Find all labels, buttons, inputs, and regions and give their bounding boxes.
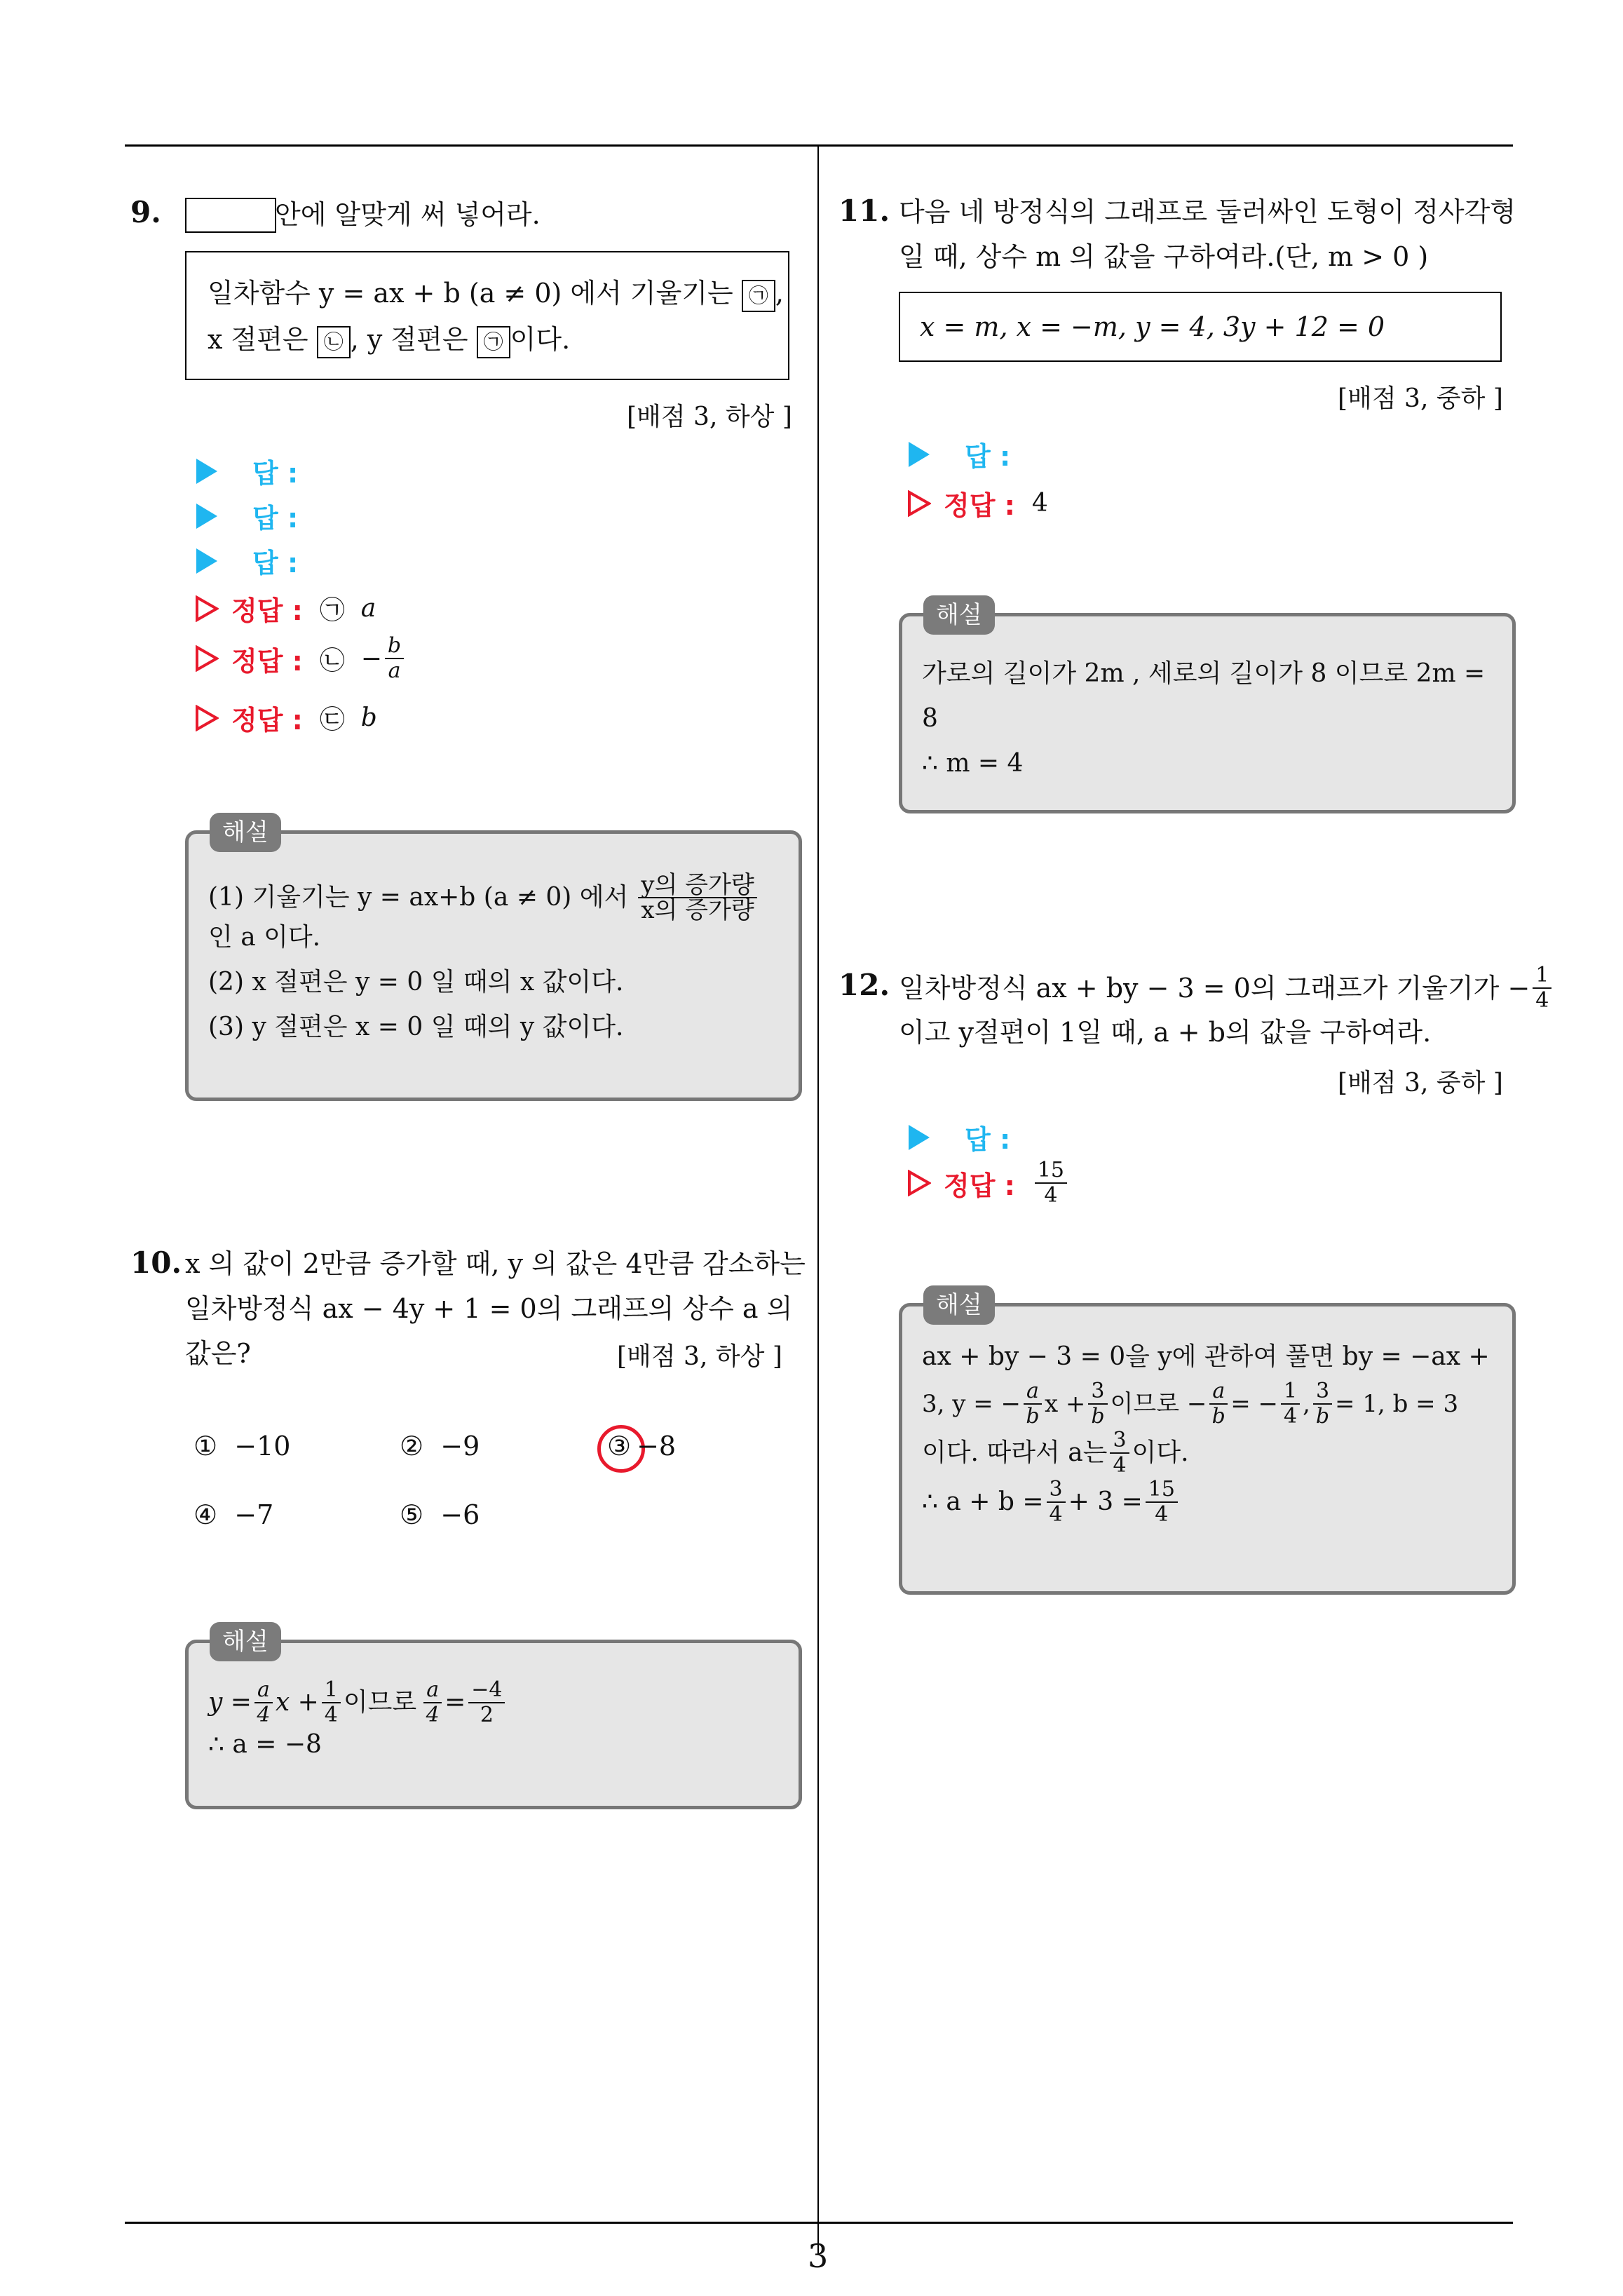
q11-equations: x = m, x = −m, y = 4, 3y + 12 = 0 bbox=[920, 311, 1385, 342]
q10-line3: 값은? bbox=[185, 1338, 251, 1369]
q9-answer-row-1[interactable] bbox=[196, 452, 298, 490]
q9-number: 9. bbox=[130, 195, 161, 229]
q10-expl-frac3: $\frac{a}{4}$ bbox=[423, 1678, 442, 1727]
q9-box-line2-b: , y 절편은 bbox=[350, 324, 468, 355]
q9-score: [배점 3, 하상 ] bbox=[627, 403, 792, 431]
q10-explanation-box bbox=[185, 1628, 802, 1809]
q9-correct-3-mark: ㉢ bbox=[319, 705, 345, 734]
explanation-tag: 해설 bbox=[210, 813, 281, 852]
q9-blank-box bbox=[185, 198, 276, 233]
q11-line1: 다음 네 방정식의 그래프로 둘러싸인 도형이 정사각형 bbox=[899, 196, 1516, 227]
q12-expl-line4: ∴ a + b = $\frac{3}{4}$ + 3 = $\frac{15}{4}$ bbox=[922, 1478, 1508, 1527]
q9-correct-1 bbox=[195, 589, 376, 628]
q9-expl-fraction: $\frac{\text{y의 증가량}}{\text{x의 증가량}}$ bbox=[638, 873, 756, 922]
q11-number: 11. bbox=[838, 194, 890, 228]
q11-correct-value: 4 bbox=[1031, 489, 1048, 518]
q12-correct-fraction: $\frac{15}{4}$ bbox=[1035, 1159, 1067, 1208]
correct-arrow-icon bbox=[195, 595, 219, 622]
q9-expl-line4: (3) y 절편은 x = 0 일 때의 y 값이다. bbox=[208, 1013, 624, 1041]
q10-number: 10. bbox=[130, 1245, 182, 1280]
q11-expl-line3: ∴ m = 4 bbox=[922, 749, 1024, 778]
q10-line1: x 의 값이 2만큼 증가할 때, y 의 값은 4만큼 감소하는 bbox=[185, 1248, 806, 1279]
q10-expl-line2: ∴ a = −8 bbox=[208, 1730, 322, 1759]
q11-line2: 일 때, 상수 m 의 값을 구하여라.(단, m > 0 ) bbox=[899, 241, 1429, 272]
q9-box-line1-text: 일차함수 y = ax + b (a ≠ 0) 에서 기울기는 bbox=[208, 278, 733, 309]
correct-arrow-icon bbox=[907, 490, 931, 517]
q9-box-line2-c: 이다. bbox=[510, 324, 571, 355]
correct-arrow-icon bbox=[907, 1170, 931, 1196]
q9-statement-box bbox=[185, 251, 789, 380]
correct-arrow-icon bbox=[195, 705, 219, 731]
q10-choice-1[interactable]: ① −10 bbox=[193, 1431, 291, 1461]
page-number: 3 bbox=[808, 2237, 829, 2275]
explanation-tag: 해설 bbox=[210, 1622, 281, 1661]
q10-choice-5[interactable]: ⑤ −6 bbox=[400, 1499, 480, 1530]
answer-arrow-icon bbox=[196, 504, 217, 529]
q10-expl-d: = bbox=[444, 1688, 466, 1717]
q12-expl-line1: ax + by − 3 = 0을 y에 관하여 풀면 by = −ax + bbox=[922, 1342, 1490, 1371]
answer-label: 답 : bbox=[252, 458, 299, 489]
q12-explanation-box bbox=[899, 1291, 1516, 1595]
correct-label: 정답 : bbox=[231, 705, 303, 736]
q9-correct-2-fraction: $\frac{b}{a}$ bbox=[385, 634, 404, 683]
q9-blank-mark-3: ㉠ bbox=[477, 326, 510, 358]
q9-answer-row-2[interactable] bbox=[196, 497, 298, 535]
q11-equation-box bbox=[899, 292, 1502, 362]
q12-line1 bbox=[899, 964, 1554, 1013]
q12-number: 12. bbox=[838, 968, 890, 1002]
q9-correct-3 bbox=[195, 698, 377, 737]
correct-label: 정답 : bbox=[944, 1170, 1015, 1201]
answer-arrow-icon bbox=[909, 1125, 930, 1150]
q9-correct-2-mark: ㉡ bbox=[319, 646, 345, 675]
q10-line2: 일차방정식 ax − 4y + 1 = 0의 그래프의 상수 a 의 bbox=[185, 1293, 793, 1324]
q10-choice-3[interactable]: ③ −8 bbox=[607, 1431, 677, 1461]
q10-expl-frac1: $\frac{a}{4}$ bbox=[254, 1678, 273, 1727]
q9-box-line1: 일차함수 y = ax + b (a ≠ 0) 에서 기울기는 ㉠ , bbox=[208, 271, 784, 316]
q12-slope-fraction: $\frac{1}{4}$ bbox=[1533, 964, 1551, 1013]
q10-expl-frac4: $\frac{-4}{2}$ bbox=[468, 1678, 505, 1727]
q11-explanation-text bbox=[922, 651, 1504, 786]
q11-expl-line2: 8 bbox=[922, 704, 938, 733]
q9-explanation-box bbox=[185, 818, 802, 1101]
q12-line1-text: 일차방정식 ax + by − 3 = 0의 그래프가 기울기가 − bbox=[899, 973, 1530, 1004]
q11-score: [배점 3, 중하 ] bbox=[1338, 384, 1503, 413]
q10-choice-2[interactable]: ② −9 bbox=[400, 1431, 480, 1461]
answer-arrow-icon bbox=[196, 459, 217, 484]
answer-arrow-icon bbox=[196, 548, 217, 574]
explanation-tag: 해설 bbox=[923, 1285, 995, 1325]
correct-label: 정답 : bbox=[231, 645, 303, 677]
q9-correct-1-value: a bbox=[360, 594, 376, 623]
q9-explanation-text bbox=[208, 873, 783, 1050]
q12-answer-row[interactable] bbox=[909, 1118, 1010, 1156]
q10-expl-a: y = bbox=[208, 1688, 252, 1717]
q12-explanation-text bbox=[922, 1335, 1508, 1527]
q12-expl-line3: 이다. 따라서 a는 $\frac{3}{4}$ 이다. bbox=[922, 1428, 1189, 1478]
q9-prompt: 안에 알맞게 써 넣어라. bbox=[275, 199, 541, 230]
q11-expl-line1: 가로의 길이가 2m , 세로의 길이가 8 이므로 2m = bbox=[922, 659, 1486, 688]
answer-label: 답 : bbox=[252, 503, 299, 534]
q9-box-line2-a: x 절편은 bbox=[208, 324, 308, 355]
q9-correct-2-sign: − bbox=[360, 644, 382, 673]
q11-explanation-box bbox=[899, 601, 1516, 813]
q12-score: [배점 3, 중하 ] bbox=[1338, 1069, 1503, 1098]
q9-correct-2 bbox=[195, 634, 407, 683]
q9-answer-row-3[interactable] bbox=[196, 541, 298, 580]
q9-blank-mark-1: ㉠ bbox=[742, 280, 775, 312]
explanation-tag: 해설 bbox=[923, 595, 995, 635]
bottom-rule bbox=[125, 2222, 1513, 2224]
correct-arrow-icon bbox=[195, 645, 219, 672]
q9-blank-mark-2: ㉡ bbox=[317, 326, 351, 358]
correct-label: 정답 : bbox=[944, 490, 1015, 521]
q9-expl-line1: (1) 기울기는 y = ax+b (a ≠ 0) 에서 bbox=[208, 883, 629, 912]
q10-explanation-text bbox=[208, 1678, 508, 1762]
q11-correct bbox=[907, 484, 1048, 522]
q9-box-line2 bbox=[208, 317, 570, 362]
q10-expl-frac2: $\frac{1}{4}$ bbox=[322, 1678, 341, 1727]
q9-correct-3-value: b bbox=[360, 703, 377, 732]
q9-expl-line2: 인 a 이다. bbox=[208, 923, 321, 952]
q12-line2: 이고 y절편이 1일 때, a + b의 값을 구하여라. bbox=[899, 1017, 1432, 1048]
q10-expl-b: x + bbox=[275, 1688, 319, 1717]
top-rule bbox=[125, 144, 1513, 147]
q9-expl-line3: (2) x 절편은 y = 0 일 때의 x 값이다. bbox=[208, 968, 624, 997]
answer-label: 답 : bbox=[965, 1124, 1011, 1155]
q9-correct-1-mark: ㉠ bbox=[319, 596, 345, 625]
correct-label: 정답 : bbox=[231, 595, 303, 626]
q10-score: [배점 3, 하상 ] bbox=[617, 1342, 782, 1371]
answer-label: 답 : bbox=[252, 548, 299, 579]
answer-arrow-icon bbox=[909, 442, 930, 467]
q12-expl-line2: 3, y = − $\frac{a}{b}$ x + $\frac{3}{b}$ 이므로 − $\frac{a}{b}$ = − $\frac{1}{4}$ , $\frac{3}{b}$ = 1, b = 3 bbox=[922, 1379, 1459, 1429]
q10-choice-4[interactable]: ④ −7 bbox=[193, 1499, 274, 1530]
q10-expl-c: 이므로 bbox=[343, 1688, 417, 1717]
answer-label: 답 : bbox=[965, 441, 1011, 472]
q11-answer-row[interactable] bbox=[909, 435, 1010, 473]
q12-correct bbox=[907, 1159, 1070, 1208]
column-divider bbox=[817, 144, 819, 2254]
